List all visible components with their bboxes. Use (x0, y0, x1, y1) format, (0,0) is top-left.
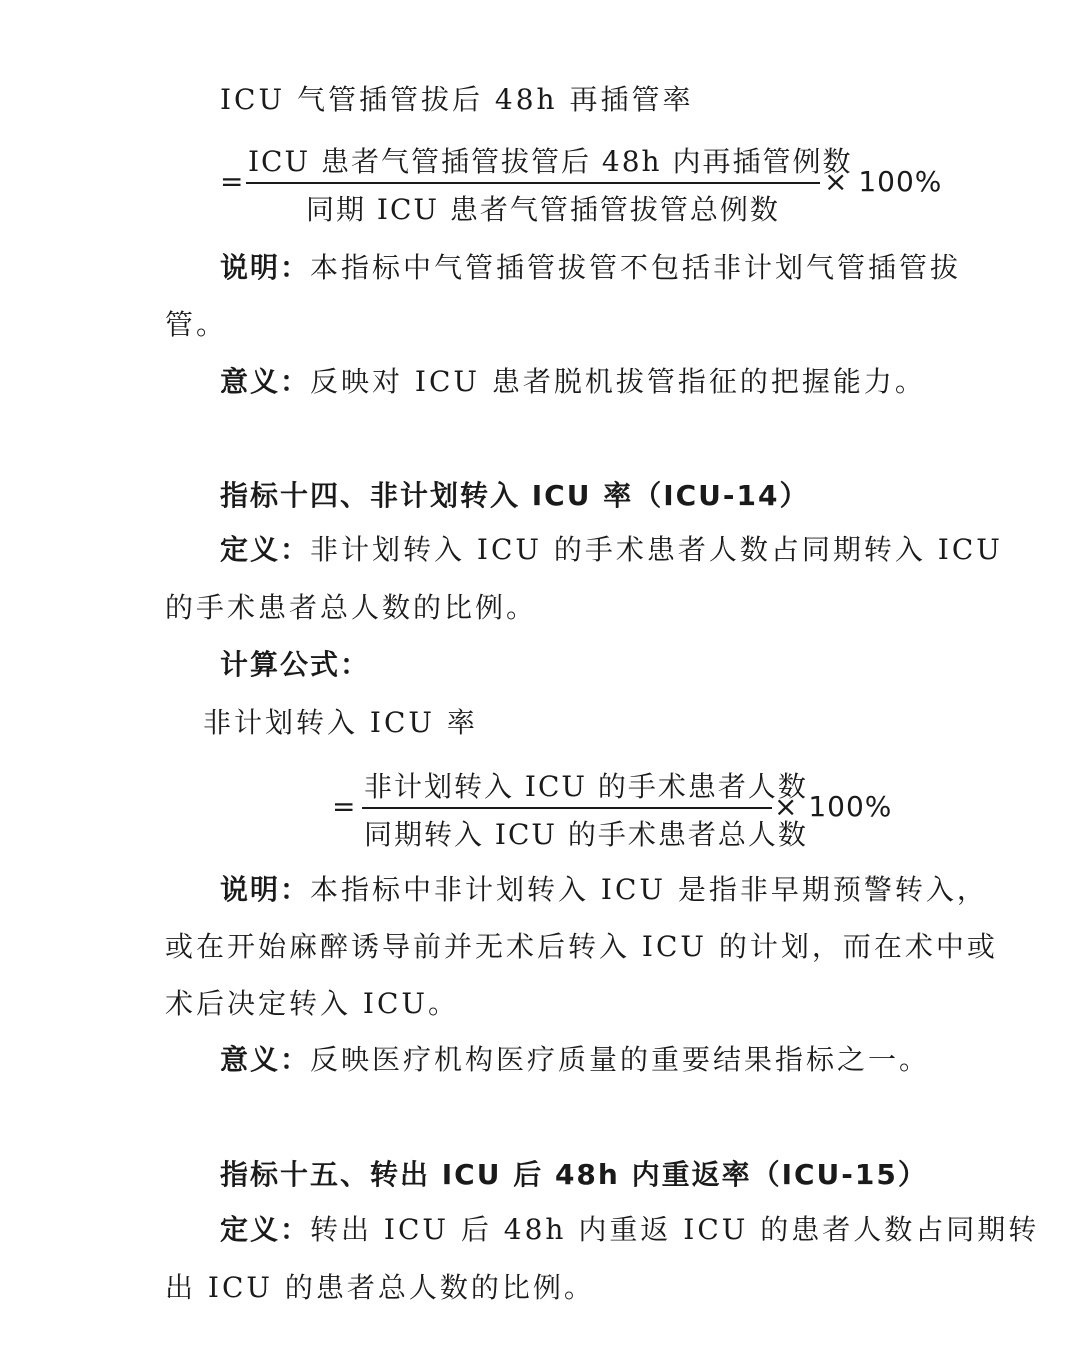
definition-paragraph-continued: 出 ICU 的患者总人数的比例。 (165, 1271, 595, 1304)
meaning-label: 意义： (220, 1043, 311, 1076)
meaning-text: 反映医疗机构医疗质量的重要结果指标之一。 (310, 1043, 931, 1076)
note-text: 本指标中非计划转入 ICU 是指非早期预警转入， (310, 873, 988, 906)
formula-equals: = (220, 165, 244, 198)
note-label: 说明： (220, 251, 311, 284)
formula-title-icu13: ICU 气管插管拔后 48h 再插管率 (220, 83, 694, 116)
definition-text: 非计划转入 ICU 的手术患者人数占同期转入 ICU (310, 533, 1003, 566)
definition-label: 定义： (220, 533, 311, 566)
definition-paragraph-continued: 的手术患者总人数的比例。 (165, 591, 538, 624)
definition-label: 定义： (220, 1213, 311, 1246)
section-heading-icu15: 指标十五、转出 ICU 后 48h 内重返率（ICU-15） (220, 1158, 928, 1191)
meaning-paragraph-icu13 (220, 362, 926, 402)
note-text: 本指标中气管插管拔管不包括非计划气管插管拔 (310, 251, 962, 284)
section-heading-icu14: 指标十四、非计划转入 ICU 率（ICU-14） (220, 479, 810, 512)
formula-icu13 (220, 140, 943, 230)
formula-numerator: 非计划转入 ICU 的手术患者人数 (364, 770, 808, 803)
formula-denominator: 同期转入 ICU 的手术患者总人数 (364, 818, 808, 851)
note-paragraph-continued: 管。 (165, 308, 228, 341)
formula-numerator: ICU 患者气管插管拔管后 48h 内再插管例数 (248, 145, 853, 178)
meaning-paragraph-icu14 (220, 1040, 930, 1080)
fraction-bar (246, 182, 820, 184)
fraction-bar (362, 807, 772, 809)
definition-paragraph-icu15 (220, 1210, 1039, 1250)
formula-multiplier: × 100% (774, 790, 893, 823)
note-label: 说明： (220, 873, 311, 906)
definition-paragraph-icu14 (220, 530, 1003, 570)
formula-denominator: 同期 ICU 患者气管插管拔管总例数 (306, 193, 780, 226)
note-paragraph-line3: 术后决定转入 ICU。 (165, 987, 459, 1020)
calc-formula-label: 计算公式： (220, 648, 371, 681)
note-paragraph-icu14 (220, 870, 988, 910)
note-paragraph-line2: 或在开始麻醉诱导前并无术后转入 ICU 的计划，而在术中或 (165, 930, 998, 963)
note-paragraph-icu13 (220, 248, 961, 288)
formula-multiplier: × 100% (824, 165, 943, 198)
formula-equals: = (332, 790, 356, 823)
formula-title-icu14: 非计划转入 ICU 率 (203, 706, 478, 739)
formula-icu14 (332, 765, 892, 855)
meaning-label: 意义： (220, 365, 311, 398)
definition-text: 转出 ICU 后 48h 内重返 ICU 的患者人数占同期转 (310, 1213, 1040, 1246)
meaning-text: 反映对 ICU 患者脱机拔管指征的把握能力。 (310, 365, 926, 398)
